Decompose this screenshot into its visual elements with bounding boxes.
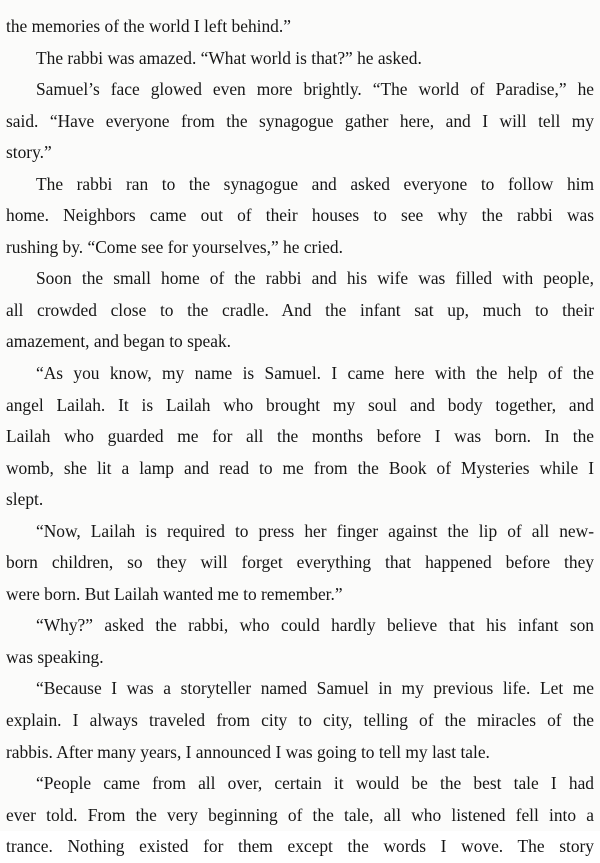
text-line: Samuel’s face glowed even more brightly. “The world of Paradise,” he [36,79,594,100]
text-line: said. “Have everyone from the synagogue gather here, and I will tell my [6,110,594,131]
text-line: born children, so they will forget everything that happened before they [6,552,594,573]
text-line: rabbis. After many years, I announced I was going to tell my last tale. [6,741,490,762]
text-line: Soon the small home of the rabbi and his wife was filled with people, [36,268,594,289]
text-line: story.” [6,142,52,163]
text-line: the memories of the world I left behind.” [6,16,291,36]
text-line: amazement, and began to speak. [6,331,232,352]
text-line: womb, she lit a lamp and read to me from the Book of Mysteries while I [6,457,594,478]
text-line: all crowded close to the cradle. And the infant sat up, much to their [6,299,594,320]
text-line: was speaking. [6,646,104,667]
text-line: home. Neighbors came out of their houses to see why the rabbi was [6,205,594,226]
text-line: rushing by. “Come see for yourselves,” he cried. [6,236,343,257]
text-line: “People came from all over, certain it would be the best tale I had [36,773,594,794]
text-line: ever told. From the very beginning of the tale, all who listened fell into a [6,804,594,825]
text-line: “Why?” asked the rabbi, who could hardly believe that his infant son [36,615,594,636]
text-line: were born. But Lailah wanted me to remember.” [6,583,343,604]
text-line: “As you know, my name is Samuel. I came here with the help of the [36,363,594,384]
text-line: The rabbi ran to the synagogue and asked everyone to follow him [36,173,594,194]
text-line: The rabbi was amazed. “What world is that?” he asked. [36,47,422,68]
text-line: trance. Nothing existed for them except the words I wove. The story [6,836,594,857]
text-line: explain. I always traveled from city to city, telling of the miracles of the [6,710,594,731]
body-text [6,11,594,863]
text-line: slept. [6,489,44,510]
text-line: Lailah who guarded me for all the months before I was born. In the [6,426,594,447]
text-line: angel Lailah. It is Lailah who brought my soul and body together, and [6,394,594,415]
text-line: “Now, Lailah is required to press her finger against the lip of all new- [36,520,594,541]
text-line: “Because I was a storyteller named Samuel in my previous life. Let me [36,678,594,699]
